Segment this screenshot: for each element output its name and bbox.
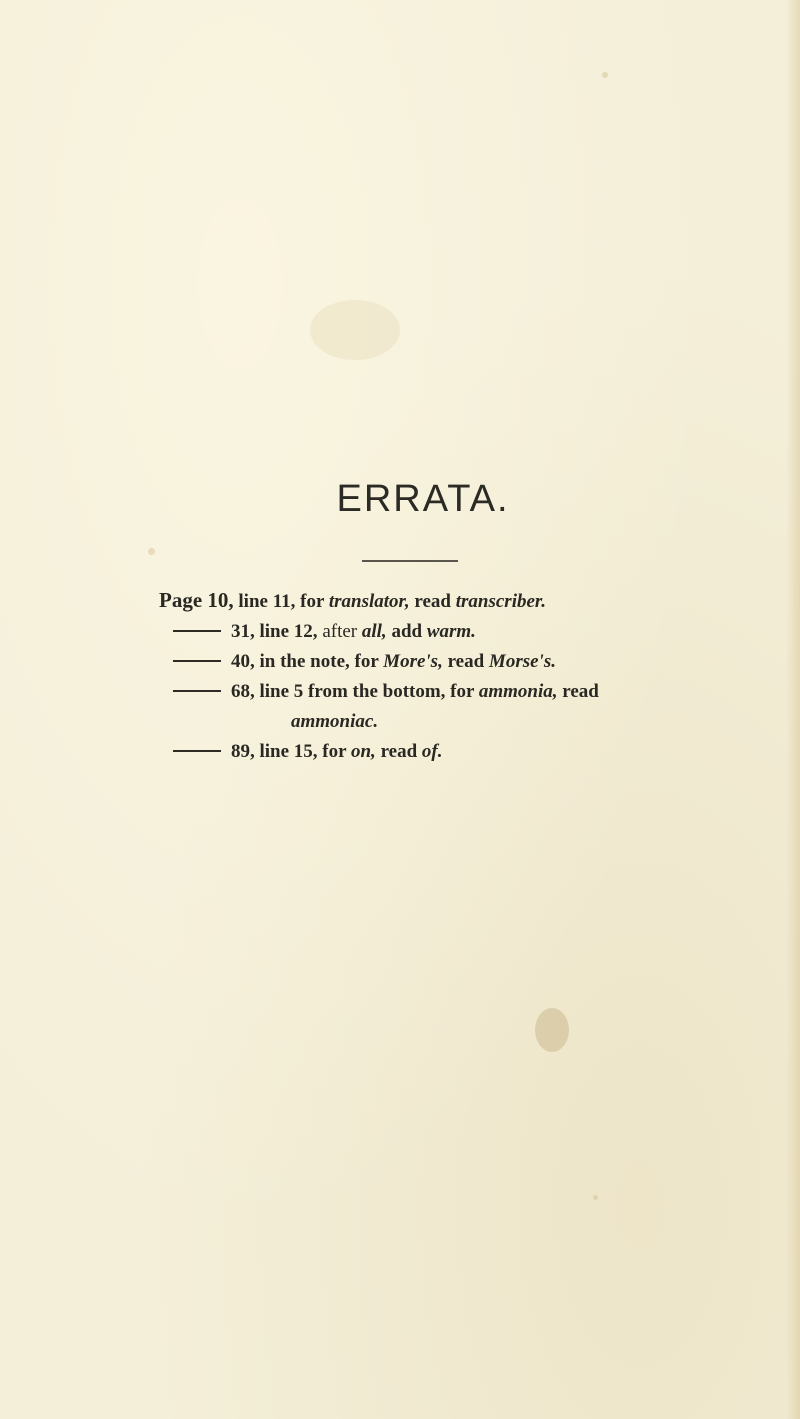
entry-wrong-word: More's, xyxy=(383,651,443,672)
page-edge-shadow xyxy=(786,0,800,1419)
errata-entry xyxy=(159,677,759,707)
entry-correct-word: transcriber. xyxy=(455,591,547,612)
entry-wrong-word: all, xyxy=(357,621,387,642)
entry-correct-word: Morse's. xyxy=(488,651,556,672)
entry-text: read xyxy=(442,651,489,672)
entry-text: read xyxy=(375,741,422,762)
errata-list xyxy=(159,585,759,767)
errata-entry xyxy=(159,617,759,647)
entry-wrong-word: ammonia, xyxy=(478,681,558,702)
foxing-spot xyxy=(310,300,400,360)
errata-entry xyxy=(159,585,759,617)
entry-text: in the note, for xyxy=(254,651,384,672)
entry-correct-word: of. xyxy=(421,741,443,762)
errata-heading: ERRATA. xyxy=(336,478,510,520)
entry-wrong-word: translator, xyxy=(328,591,410,612)
ditto-dash xyxy=(173,750,221,752)
entry-text: line 15, for xyxy=(254,741,351,762)
foxing-spot xyxy=(148,548,155,555)
entry-wrong-word: on, xyxy=(350,741,376,762)
entry-text: add xyxy=(386,621,427,642)
entry-page-ref: 31, xyxy=(231,621,255,642)
entry-text: line 12, xyxy=(254,621,323,642)
ditto-dash xyxy=(173,660,221,662)
entry-text: read xyxy=(557,681,599,702)
entry-correct-word: ammoniac. xyxy=(291,711,379,732)
entry-page-ref: 40, xyxy=(231,651,255,672)
entry-page-ref: Page 10, xyxy=(159,588,234,612)
foxing-spot xyxy=(602,72,608,78)
entry-text: after xyxy=(322,621,358,642)
entry-correct-word: warm. xyxy=(426,621,476,642)
entry-text: read xyxy=(409,591,456,612)
entry-page-ref: 68, xyxy=(231,681,255,702)
foxing-spot xyxy=(593,1195,598,1200)
entry-text: line 11, for xyxy=(233,591,329,612)
errata-entry xyxy=(159,737,759,767)
foxing-spot xyxy=(535,1008,569,1052)
entry-page-ref: 89, xyxy=(231,741,255,762)
errata-entry xyxy=(159,647,759,677)
errata-entry-continuation xyxy=(159,707,759,737)
ditto-dash xyxy=(173,690,221,692)
entry-text: line 5 from the bottom, for xyxy=(254,681,479,702)
ditto-dash xyxy=(173,630,221,632)
heading-rule xyxy=(362,560,458,562)
